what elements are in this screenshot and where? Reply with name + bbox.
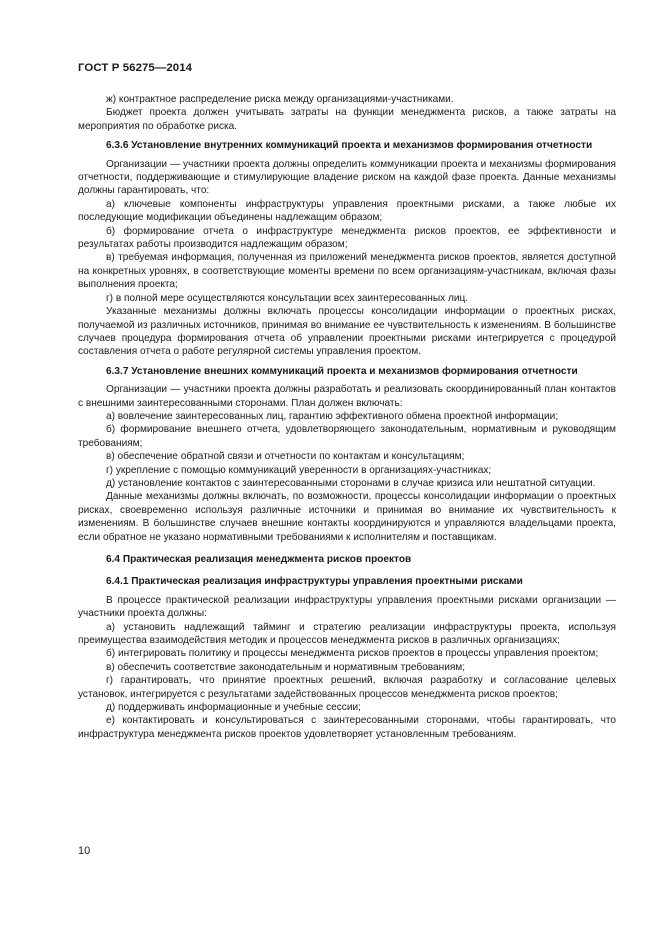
document-header: ГОСТ Р 56275—2014 [78,62,193,74]
list-item: ж) контрактное распределение риска между организациями-участниками. [106,94,454,105]
section-heading-6-3-7: 6.3.7 Установление внешних коммуникаций проекта и механизмов формирования отчетности [106,365,578,377]
list-item: г) в полной мере осуществляются консультации всех заинтересованных лиц. [106,292,469,304]
paragraph: Бюджет проекта должен учитывать затраты на функции менеджмента рисков, а также затраты на мероприятия по обработке риска. [78,107,616,132]
list-item: в) требуемая информация, полученная из приложений менеджмента рисков проектов, является доступной на конкретных уровнях, в соответствующие моменты времени по всем организациям-участникам, включая фазы выполнения проекта; [78,252,616,291]
list-item: в) обеспечить соответствие законодательным и нормативным требованиям; [106,661,466,673]
list-item: а) установить надлежащий тайминг и стратегию реализации инфраструктуры проекта, используя преимущества взаимодействия методик и процессов менеджмента рисков в различных организациях; [78,621,616,647]
paragraph: В процессе практической реализации инфраструктуры управления проектными рисками организации — участники проекта должны: [78,594,616,620]
list-item: а) ключевые компоненты инфраструктуры управления проектными рисками, а также любые их последующие модификации объединены надлежащим образом; [78,198,616,224]
list-item: е) контактировать и консультироваться с заинтересованными сторонами, чтобы гарантировать, что инфраструктура менеджмента рисков проектов удовлетворяет установленным требованиям. [78,715,616,740]
list-item: б) интегрировать политику и процессы менеджмента рисков проектов в процессы управления проектом; [106,648,599,660]
list-item: в) обеспечение обратной связи и отчетности по контактам и консультациям; [106,451,465,463]
paragraph: Данные механизмы должны включать, по возможности, процессы консолидации информации о проектных рисках, своевременно используя различные источники и принимая во внимание их чувствительность к изменениям. В большинстве случаев внешние контакты координируются и управляются владельцами проекта, если обратное не указано нормативными требованиями к исполнителям и поставщикам. [78,491,616,543]
section-heading-6-4: 6.4 Практическая реализация менеджмента рисков проектов [106,554,412,565]
document-body [78,93,616,741]
paragraph: Организации — участники проекта должны разработать и реализовать скоординированный план контактов с внешними заинтересованными сторонами. План должен включать: [78,384,616,409]
list-item: б) формирование отчета о инфраструктуре менеджмента рисков проектов, ее эффективности и результатах работы производится надлежащим образом; [78,225,616,251]
list-item: д) поддерживать информационные и учебные сессии; [106,702,361,714]
list-item: г) гарантировать, что принятие проектных решений, включая разработку и согласование целевых установок, интегрируется с результатами задействованных процессов менеджмента рисков проектов; [78,675,616,700]
list-item: г) укрепление с помощью коммуникаций уверенности в организациях-участниках; [106,464,492,476]
list-item: б) формирование внешнего отчета, удовлетворяющего законодательным, нормативным и руководящим требованиям; [78,424,616,449]
paragraph: Организации — участники проекта должны определить коммуникации проекта и механизмы формирования отчетности, поддерживающие и стимулирующие владение риском на каждой фазе проекта. Данные механизмы должны гарантировать, что: [78,158,616,197]
list-item: а) вовлечение заинтересованных лиц, гарантию эффективного обмена проектной информации; [106,410,559,422]
section-heading-6-4-1: 6.4.1 Практическая реализация инфраструктуры управления проектными рисками [106,576,523,588]
paragraph: Указанные механизмы должны включать процессы консолидации информации о проектных рисках, получаемой из различных источников, принимая во внимание ее чувствительность к изменениям. В большинстве случаев процедура формирования отчета об управлении проектными рисками интегрируется с процедурой составления отчета о работе регулярной системы управления проектом. [78,306,616,358]
section-heading-6-3-6: 6.3.6 Установление внутренних коммуникаций проекта и механизмов формирования отчетности [106,140,593,152]
list-item: д) установление контактов с заинтересованными сторонами в случае кризиса или нештатной ситуации. [106,477,596,489]
page-number: 10 [78,845,91,857]
